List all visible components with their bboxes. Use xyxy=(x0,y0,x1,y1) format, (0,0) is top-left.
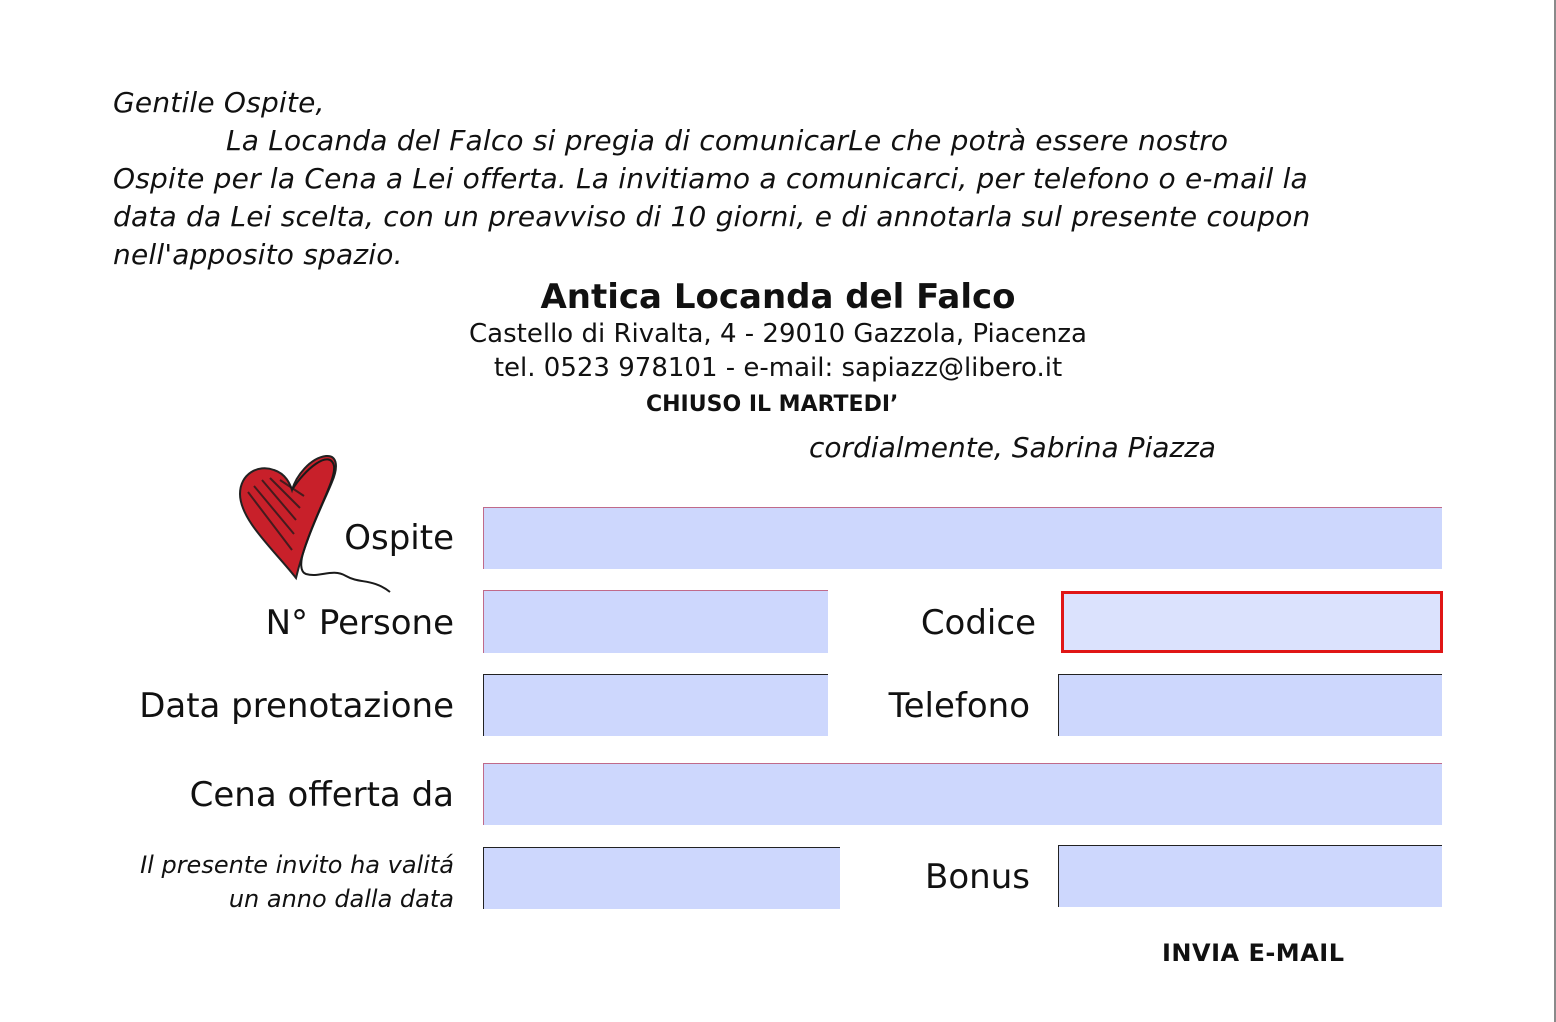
codice-label: Codice xyxy=(920,603,1036,643)
ospite-input[interactable] xyxy=(483,507,1442,569)
venue-name: Antica Locanda del Falco xyxy=(540,277,1016,317)
persone-input[interactable] xyxy=(483,590,828,653)
letter-line: data da Lei scelta, con un preavviso di 10 giorni, e di annotarla sul presente coupon xyxy=(113,200,1311,233)
bonus-input[interactable] xyxy=(1058,845,1442,907)
validity-note-line: un anno dalla data xyxy=(228,885,454,913)
codice-input[interactable] xyxy=(1061,591,1443,653)
validity-note xyxy=(140,848,454,916)
bonus-label: Bonus xyxy=(925,857,1030,897)
data-prenotazione-label: Data prenotazione xyxy=(139,686,454,726)
venue-contact: tel. 0523 978101 - e-mail: sapiazz@libero.it xyxy=(493,353,1063,383)
ospite-label: Ospite xyxy=(344,518,454,558)
cena-offerta-label: Cena offerta da xyxy=(189,775,454,815)
closing-day: CHIUSO IL MARTEDI’ xyxy=(646,392,899,417)
validity-note-line: Il presente invito ha valitá xyxy=(140,851,454,879)
cena-offerta-input[interactable] xyxy=(483,763,1442,825)
letter-body xyxy=(113,84,1433,274)
validita-input[interactable] xyxy=(483,847,840,909)
signature: cordialmente, Sabrina Piazza xyxy=(809,431,1216,464)
letter-greeting: Gentile Ospite, xyxy=(113,86,325,119)
letter-line: Ospite per la Cena a Lei offerta. La invitiamo a comunicarci, per telefono o e-mail la xyxy=(113,162,1308,195)
letter-line: La Locanda del Falco si pregia di comunicarLe che potrà essere nostro xyxy=(226,124,1229,157)
telefono-input[interactable] xyxy=(1058,674,1442,736)
data-prenotazione-input[interactable] xyxy=(483,674,828,736)
persone-label: N° Persone xyxy=(265,603,454,643)
letter-line: nell'apposito spazio. xyxy=(113,238,403,271)
send-email-button[interactable]: INVIA E-MAIL xyxy=(1162,939,1345,967)
venue-address: Castello di Rivalta, 4 - 29010 Gazzola, Piacenza xyxy=(469,319,1087,349)
telefono-label: Telefono xyxy=(888,686,1030,726)
